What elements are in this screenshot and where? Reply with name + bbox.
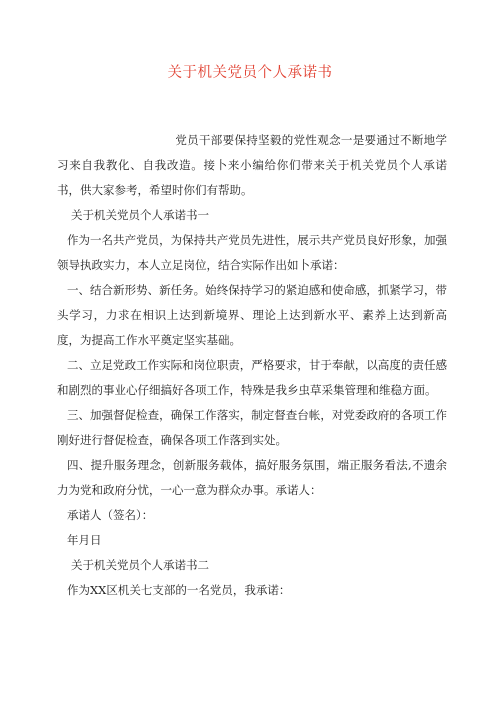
intro-paragraph xyxy=(57,128,447,203)
commitment-item-4: 四、提升服务理念，创新服务载体，搞好服务氛围，端正服务看法,不遗余力为党和政府分忧，一心一意为群众办事。承诺人： xyxy=(57,458,447,497)
section2-heading: 关于机关党员个人承诺书二 xyxy=(71,558,209,572)
document-body xyxy=(57,203,447,603)
document-title: 关于机关党员个人承诺书 xyxy=(167,65,333,81)
commitment-item-2: 二、立足党政工作实际和岗位职责，严格要求，甘于奉献，以高度的责任感和剧烈的事业心仔细搞好各项工作，特殊是我乡虫草采集管理和维稳方面。 xyxy=(57,358,447,397)
date-line: 年月日 xyxy=(67,533,102,547)
commitment-item-1: 一、结合新形势、新任务。始终保持学习的紧迫感和使命感，抓紧学习，带头学习，力求在相识上达到新境界、理论上达到新水平、素养上达到新高度，为提高工作水平奠定坚实基础。 xyxy=(57,283,447,347)
commitment-intro-paragraph: 作为一名共产党员，为保持共产党员先进性，展示共产党员良好形象，加强领导执政实力，本人立足岗位，结合实际作出如卜承诺： xyxy=(57,233,447,272)
signature-line: 承诺人（签名）： xyxy=(67,508,154,522)
section2-opening-paragraph: 作为XX区机关七支部的一名党员，我承诺： xyxy=(67,583,291,597)
section1-heading: 关于机关党员个人承诺书一 xyxy=(71,208,209,222)
commitment-item-3: 三、加强督促检查，确保工作落实，制定督查台帐，对党委政府的各项工作刚好进行督促检查，确保各项工作落到实处。 xyxy=(57,408,447,447)
intro-text: 党员干部要保持坚毅的党性观念一是要通过不断地学习来自我教化、自我改造。接卜来小编给你们带来关于机关党员个人承诺书，供大家参考，希望时你们有帮助。 xyxy=(57,133,447,197)
